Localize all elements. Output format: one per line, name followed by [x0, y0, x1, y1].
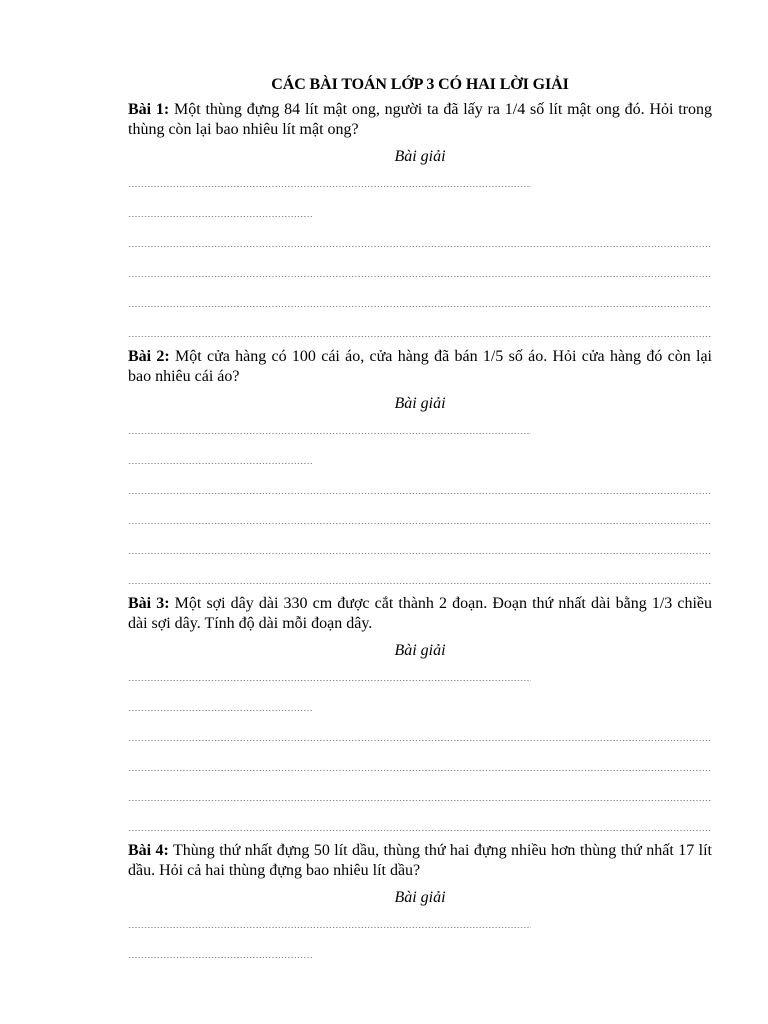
problem-text: Một thùng đựng 84 lít mật ong, người ta đã lấy ra 1/4 số lít mật ong đó. Hỏi trong thùng còn lại bao nhiêu lít mật ong?: [128, 101, 713, 138]
answer-line: [128, 691, 712, 721]
answer-lines: [128, 667, 712, 841]
problem-label: Bài 1:: [128, 101, 170, 118]
answer-line: [128, 317, 712, 347]
answer-line: [128, 721, 712, 751]
problem-statement: [128, 594, 712, 634]
answer-lines: [128, 420, 712, 594]
solution-heading: Bài giải: [394, 148, 446, 165]
answer-line: [128, 781, 712, 811]
solution-heading: Bài giải: [394, 889, 446, 906]
answer-line: [128, 914, 712, 938]
answer-line: [128, 227, 712, 257]
answer-line: [128, 197, 712, 227]
answer-line: [128, 811, 712, 841]
answer-line: [128, 534, 712, 564]
answer-line: [128, 257, 712, 287]
answer-line: [128, 420, 712, 444]
answer-lines: [128, 914, 712, 968]
worksheet-title: CÁC BÀI TOÁN LỚP 3 CÓ HAI LỜI GIẢI: [271, 76, 569, 93]
answer-line: [128, 444, 712, 474]
problem-4: [128, 841, 712, 968]
solution-heading: Bài giải: [394, 642, 446, 659]
problem-label: Bài 4:: [128, 842, 169, 859]
answer-line: [128, 504, 712, 534]
answer-line: [128, 564, 712, 594]
problem-2: [128, 347, 712, 594]
answer-line: [128, 173, 712, 197]
answer-line: [128, 751, 712, 781]
problem-statement: [128, 841, 712, 881]
worksheet-page: [128, 74, 712, 968]
problem-label: Bài 3:: [128, 595, 170, 612]
solution-heading: Bài giải: [394, 395, 446, 412]
problem-3: [128, 594, 712, 841]
answer-line: [128, 287, 712, 317]
problem-label: Bài 2:: [128, 348, 170, 365]
answer-line: [128, 474, 712, 504]
problem-1: [128, 100, 712, 347]
answer-lines: [128, 173, 712, 347]
problem-text: Thùng thứ nhất đựng 50 lít dầu, thùng thứ hai đựng nhiều hơn thùng thứ nhất 17 lít dầu. Hỏi cả hai thùng đựng bao nhiêu lít dầu?: [128, 842, 712, 879]
problem-text: Một cửa hàng có 100 cái áo, cửa hàng đã bán 1/5 số áo. Hỏi cửa hàng đó còn lại bao nhiêu cái áo?: [128, 348, 712, 385]
problem-statement: [128, 347, 712, 387]
answer-line: [128, 938, 712, 968]
problem-statement: [128, 100, 712, 140]
answer-line: [128, 667, 712, 691]
problem-text: Một sợi dây dài 330 cm được cắt thành 2 đoạn. Đoạn thứ nhất dài bằng 1/3 chiều dài sợi dây. Tính độ dài mỗi đoạn dây.: [128, 595, 713, 632]
